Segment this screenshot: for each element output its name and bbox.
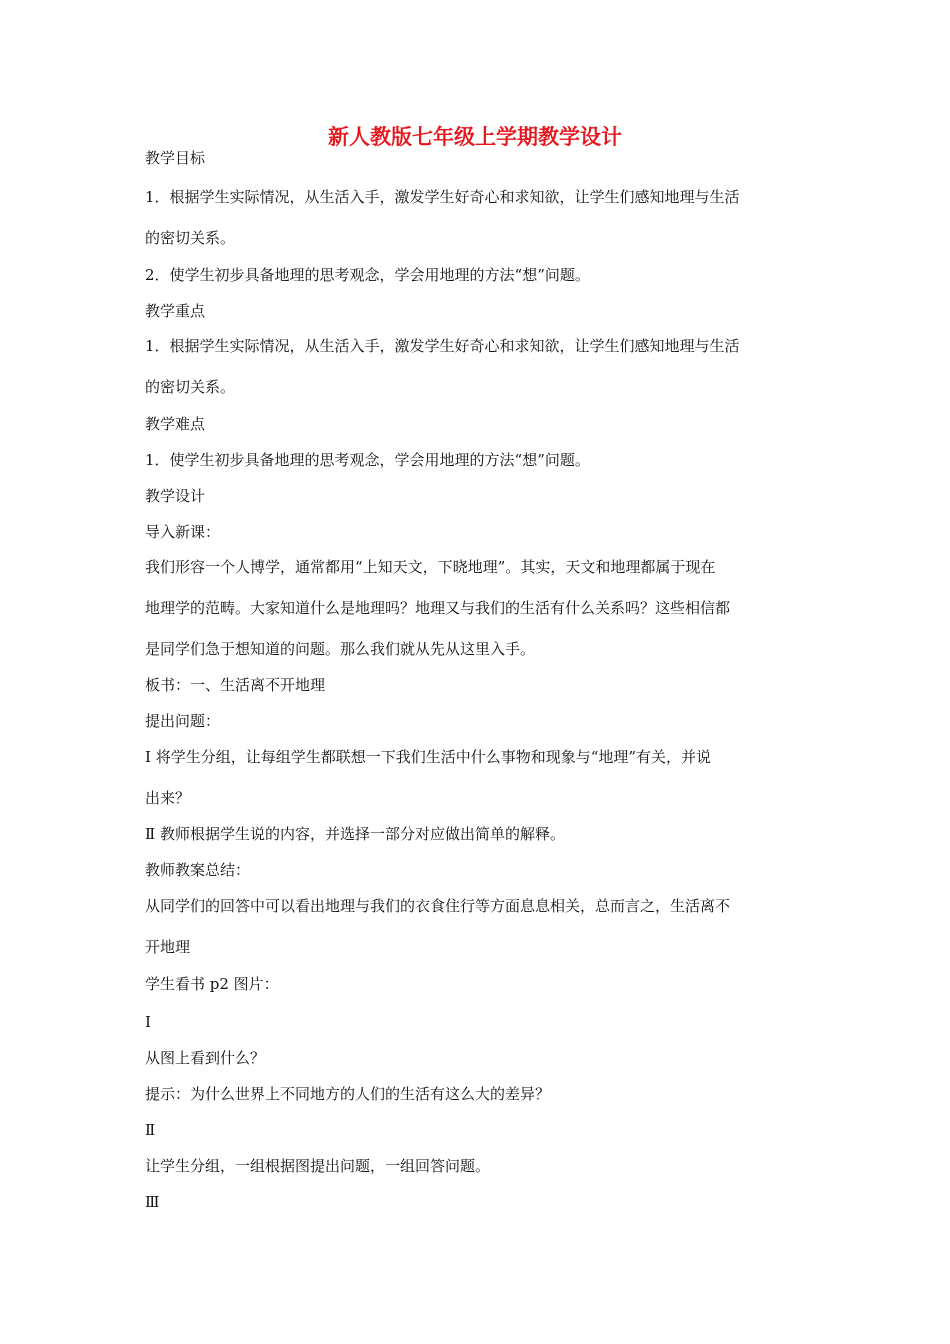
paragraph-step-2: Ⅱ 教师根据学生说的内容，并选择一部分对应做出简单的解释。 [145, 825, 565, 843]
paragraph-summary [145, 886, 730, 968]
text-line: 开地理 [145, 938, 191, 956]
paragraph-hint: 提示：为什么世界上不同地方的人们的生活有这么大的差异？ [145, 1085, 551, 1103]
text-line: 我们形容一个人博学，通常都用“上知天文，下晓地理”。其实，天文和地理都属于现在 [145, 558, 716, 576]
paragraph-group-work: 让学生分组，一组根据图提出问题，一组回答问题。 [145, 1157, 491, 1175]
paragraph-step-1 [145, 737, 711, 819]
paragraph-read-book: 学生看书 p2 图片： [145, 975, 279, 993]
heading-teacher-summary: 教师教案总结： [145, 861, 251, 879]
heading-introduction: 导入新课： [145, 523, 221, 541]
heading-raise-questions: 提出问题： [145, 712, 221, 730]
text-line: 从同学们的回答中可以看出地理与我们的衣食住行等方面息息相关，总而言之，生活离不 [145, 897, 731, 915]
text-line: Ⅰ 将学生分组，让每组学生都联想一下我们生活中什么事物和现象与“地理”有关，并说 [145, 748, 712, 766]
roman-numeral-3: Ⅲ [145, 1193, 160, 1211]
text-line: 1．根据学生实际情况，从生活入手，激发学生好奇心和求知欲，让学生们感知地理与生活 [145, 188, 740, 206]
text-line: 出来？ [145, 789, 191, 807]
paragraph-introduction [145, 547, 730, 670]
text-line: 1．根据学生实际情况，从生活入手，激发学生好奇心和求知欲，让学生们感知地理与生活 [145, 337, 740, 355]
heading-teaching-design: 教学设计 [145, 487, 206, 505]
heading-key-points: 教学重点 [145, 302, 206, 320]
paragraph-blackboard: 板书：一、生活离不开地理 [145, 676, 326, 694]
paragraph-goal-1 [145, 177, 740, 259]
paragraph-goal-2: 2．使学生初步具备地理的思考观念，学会用地理的方法“想”问题。 [145, 266, 590, 284]
roman-numeral-1: Ⅰ [145, 1013, 151, 1031]
text-line: 地理学的范畴。大家知道什么是地理吗？地理又与我们的生活有什么关系吗？这些相信都 [145, 599, 731, 617]
heading-difficult-points: 教学难点 [145, 415, 206, 433]
paragraph-key-point-1 [145, 326, 740, 408]
roman-numeral-2: Ⅱ [145, 1121, 156, 1139]
paragraph-difficult-point-1: 1．使学生初步具备地理的思考观念，学会用地理的方法“想”问题。 [145, 451, 590, 469]
text-line: 的密切关系。 [145, 378, 236, 396]
document-title: 新人教版七年级上学期教学设计 [328, 124, 622, 149]
paragraph-what-see: 从图上看到什么？ [145, 1049, 266, 1067]
text-line: 的密切关系。 [145, 229, 236, 247]
text-line: 是同学们急于想知道的问题。那么我们就从先从这里入手。 [145, 640, 536, 658]
heading-teaching-goals: 教学目标 [145, 149, 206, 167]
